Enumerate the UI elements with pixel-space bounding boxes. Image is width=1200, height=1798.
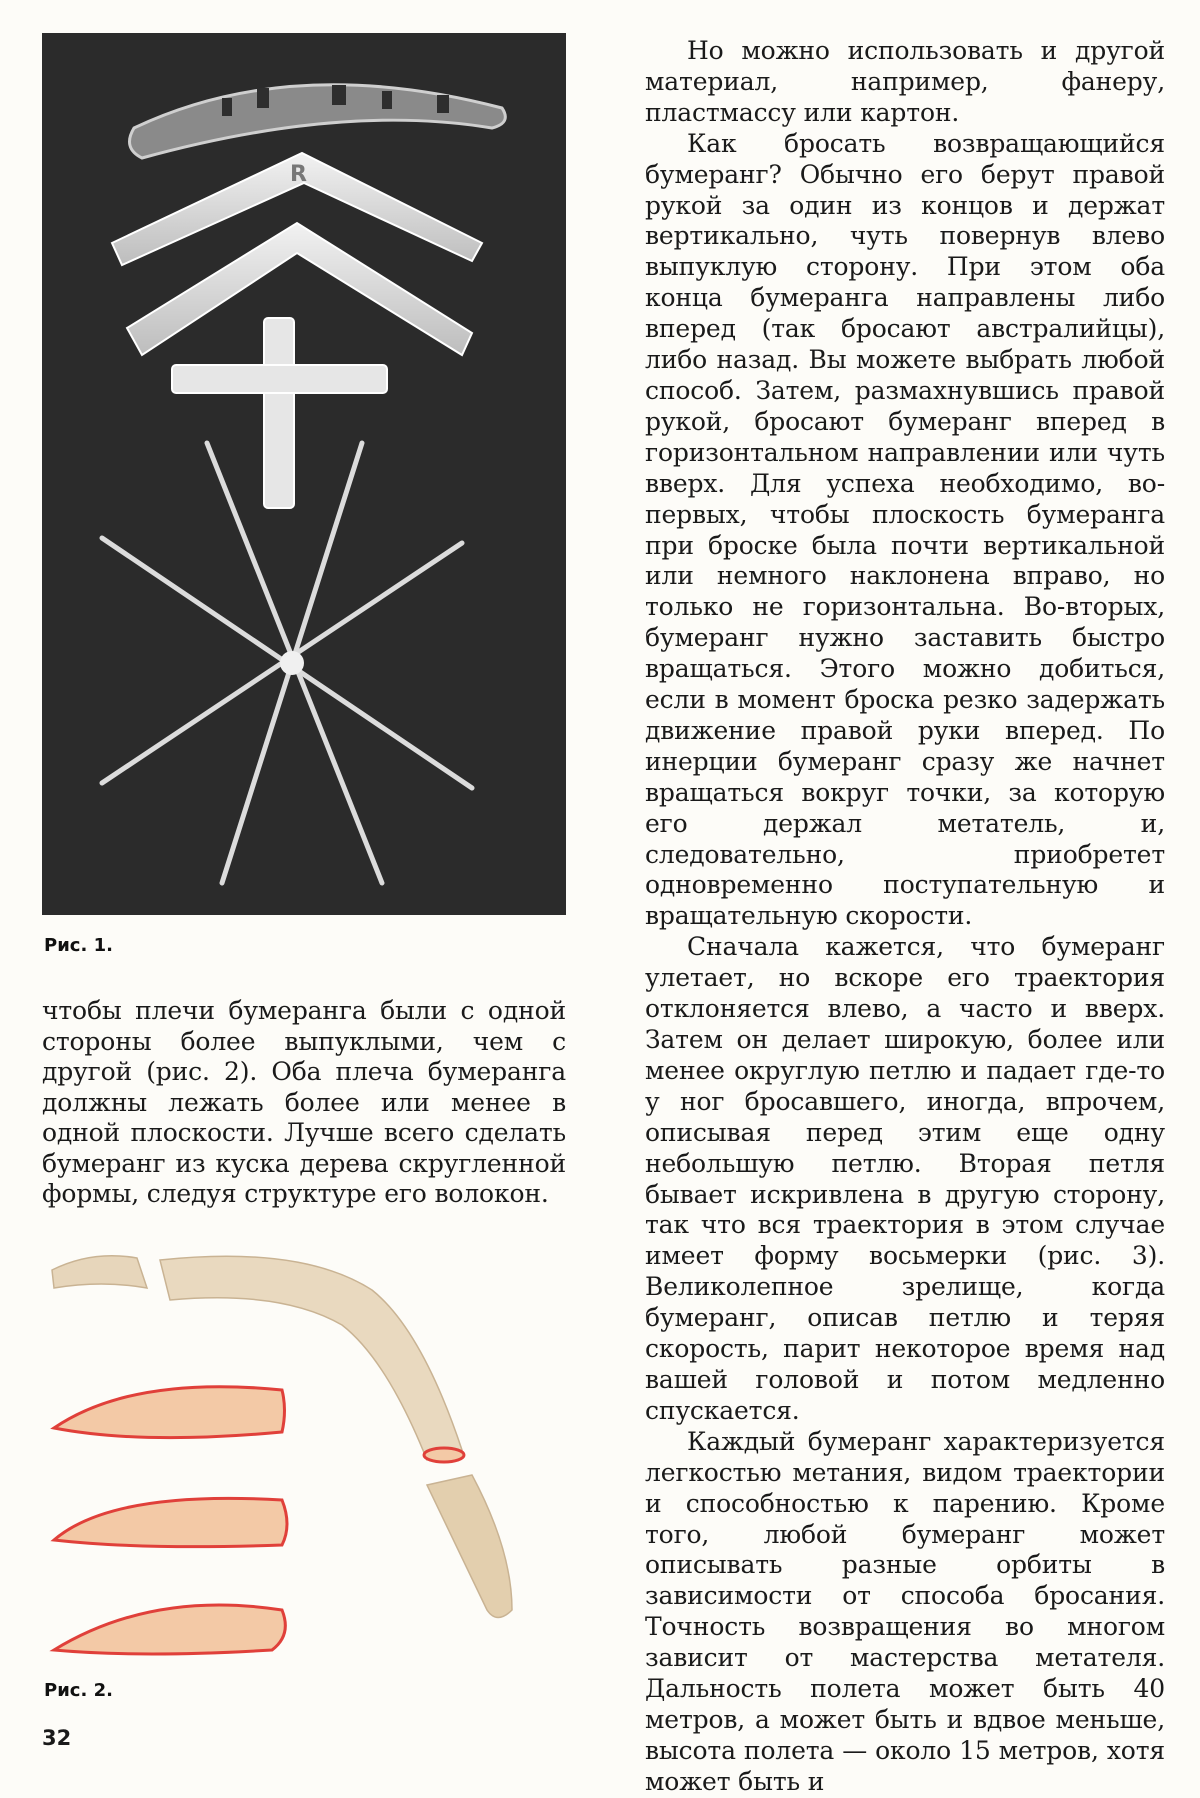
figure-1-photo — [42, 33, 566, 915]
figure-2-illustration — [42, 1250, 582, 1670]
cross-section-2 — [54, 1498, 287, 1546]
figure-2-drawing — [42, 1250, 582, 1670]
arm-cut-section — [424, 1448, 464, 1462]
right-paragraph-1: Но можно использовать и другой материал, например, фанеру, пластмассу или картон. — [645, 36, 1165, 127]
figure-1-caption: Рис. 1. — [44, 935, 113, 956]
star-hub — [280, 651, 304, 675]
boomerang-end-piece — [427, 1475, 512, 1618]
cross-section-1 — [54, 1387, 285, 1438]
cross-section-3 — [54, 1605, 285, 1654]
right-paragraph-4: Каждый бумеранг характеризуется легкостью метания, видом траектории и способностью к парению. Кроме того, любой бумеранг может описывать разные орбиты в зависимости от способа бросания. Точность возвращения во многом зависит от мастерства метателя. Дальность полета может быть 40 метров, а может быть и вдвое меньше, высота полета — около 15 метров, хотя может быть и — [645, 1426, 1165, 1796]
left-column-text — [42, 996, 566, 1210]
boomerang-r-mark: R — [290, 162, 307, 187]
right-paragraph-3: Сначала кажется, что бумеранг улетает, но вскоре его траектория отклоняется влево, а часто и вверх. Затем он делает широкую, более или менее округлую петлю и падает где-то у ног бросавшего, иногда, впрочем, описывая перед этим еще одну небольшую петлю. Вторая петля бывает искривлена в другую сторону, так что вся траектория в этом случае имеет форму восьмерки (рис. 3). Великолепное зрелище, когда бумеранг, описав петлю и теряя скорость, парит некоторое время над вашей головой и потом медленно спускается. — [645, 932, 1165, 1425]
figure-2-caption: Рис. 2. — [44, 1680, 113, 1701]
figure-1-illustration — [42, 33, 566, 915]
boomerang-tip-piece — [52, 1256, 147, 1288]
right-column-text — [645, 36, 1165, 1798]
page-number: 32 — [42, 1726, 72, 1750]
right-paragraph-2: Как бросать возвращающийся бумеранг? Обычно его берут правой рукой за один из концов и держат вертикально, чуть повернув влево выпуклую сторону. При этом оба конца бумеранга направлены либо вперед (так бросают австралийцы), либо назад. Вы можете выбрать любой способ. Затем, размахнувшись правой рукой, бросают бумеранг вперед в горизонтальном направлении или чуть вверх. Для успеха необходимо, во-первых, чтобы плоскость бумеранга при броске была почти вертикальной или немного наклонена вправо, но только не горизонтальна. Во-вторых, бумеранг нужно заставить быстро вращаться. Этого можно добиться, если в момент броска резко задержать движение правой руки вперед. По инерции бумеранг сразу же начнет вращаться вокруг точки, за которую его держал метатель, и, следовательно, приобретет одновременно поступательную и вращательную скорости. — [645, 128, 1165, 931]
left-paragraph-1: чтобы плечи бумеранга были с одной стороны более выпуклыми, чем с другой (рис. 2). Оба плеча бумеранга должны лежать более или менее в одной плоскости. Лучше всего сделать бумеранг из куска дерева скругленной формы, следуя структуре его волокон. — [42, 996, 566, 1208]
